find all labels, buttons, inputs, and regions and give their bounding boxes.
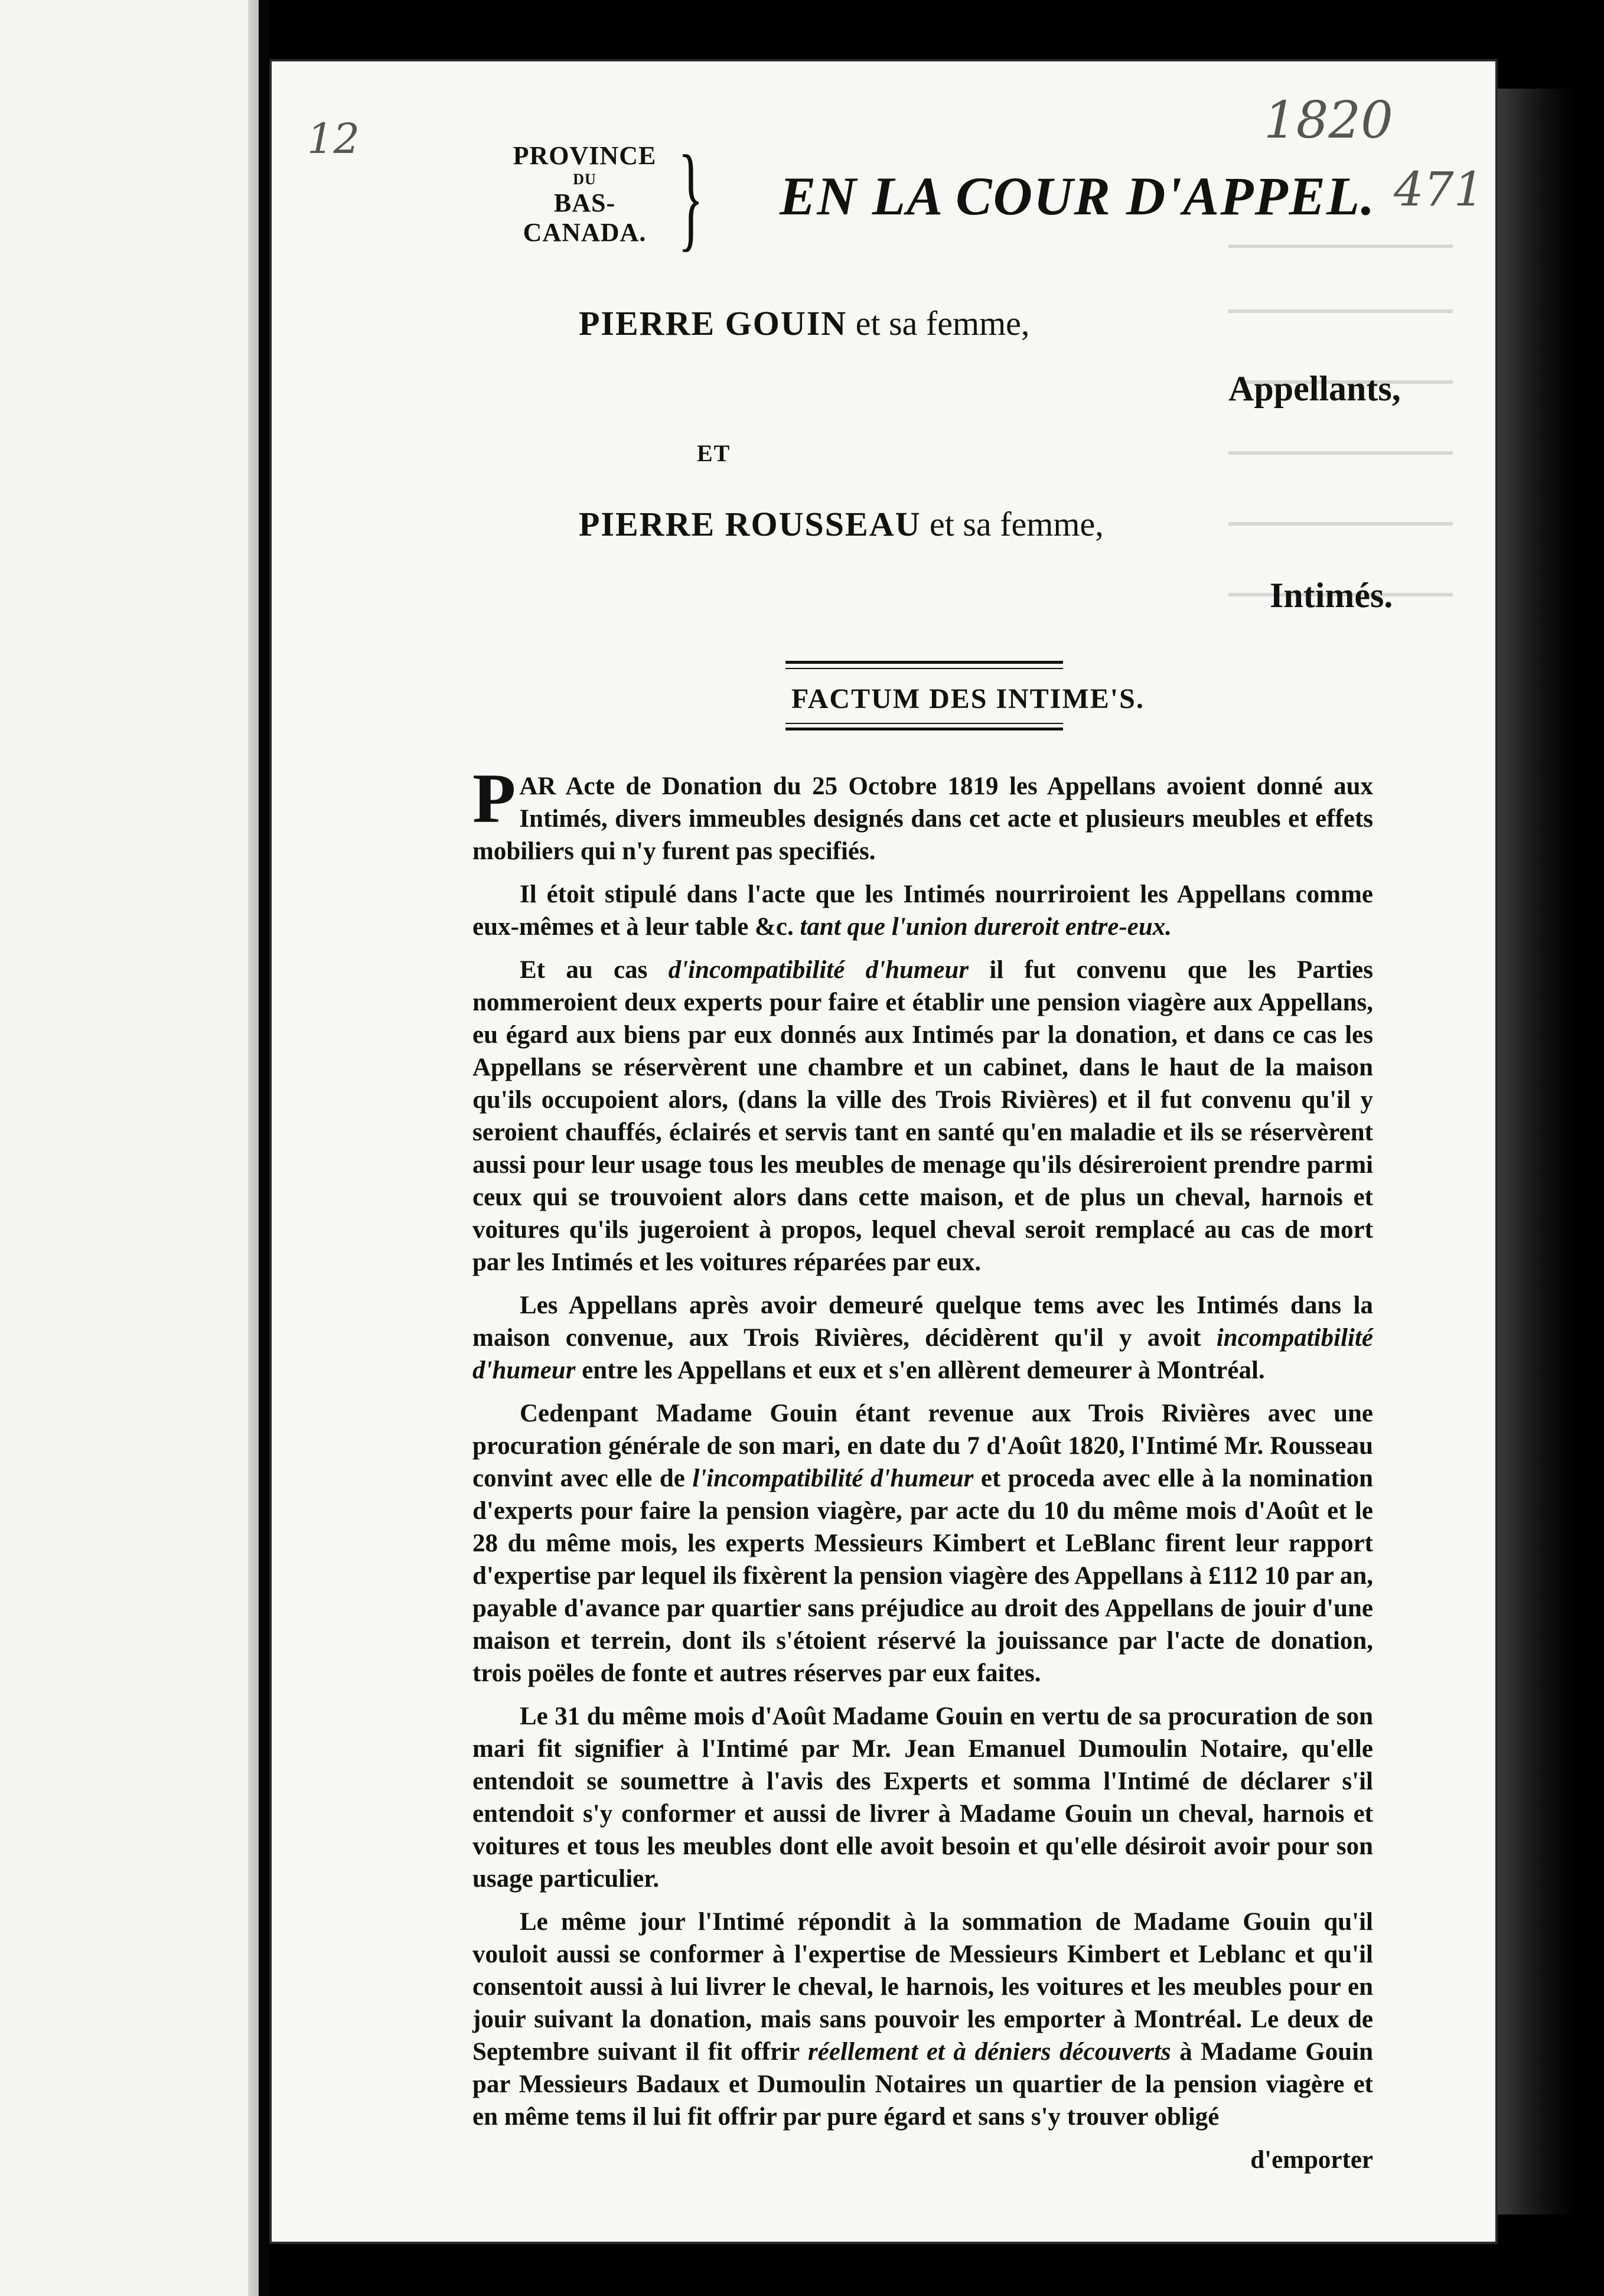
facing-page <box>0 0 259 2296</box>
province-block <box>496 141 673 247</box>
paragraph-5-text-a: Cedenpant Madame Gouin étant revenue aux Trois Rivières avec une procuration générale de son mari, en date du 7 d'Août 1820, l'Intimé Mr. Rousseau convint avec elle de <box>472 1400 1373 1492</box>
paragraph-1-text: AR Acte de Donation du 25 Octobre 1819 les Appellans avoient donné aux Intimés, divers immeubles designés dans cet acte et plusieurs meubles et effets mobiliers qui n'y furent pas specifiés. <box>472 772 1373 865</box>
province-line-3: BAS-CANADA. <box>523 188 647 247</box>
paragraph-7-text-a: Le même jour l'Intimé répondit à la sommation de Madame Gouin qu'il vouloit aussi se conformer à l'expertise de Messieurs Kimbert et Leblanc et qu'il consentoit aussi à lui livrer le cheval, le harnois, les voitures et les meubles pour en jouir suivant la donation, mais sans pouvoir les emporter à Montréal. Le deux de Septembre suivant il fit offrir <box>472 1908 1373 2066</box>
document-page <box>269 59 1498 2244</box>
paragraph-4-text-a: Les Appellans après avoir demeuré quelque tems avec les Intimés dans la maison convenue, aux Trois Rivières, décidèrent qu'il y avoit <box>472 1292 1373 1352</box>
paragraph-1 <box>472 759 1373 867</box>
respondent-name: PIERRE ROUSSEAU <box>579 505 921 543</box>
respondent-role: Intimés. <box>1270 576 1393 615</box>
paragraph-4-italic: incompatibilité d'humeur <box>472 1324 1373 1384</box>
paragraph-3-text-a: Et au cas <box>520 956 669 984</box>
paragraph-5-italic: l'incompatibilité d'humeur <box>692 1465 974 1492</box>
paragraph-2 <box>472 878 1373 943</box>
court-title: EN LA COUR D'APPEL. <box>780 166 1376 226</box>
respondent-suffix: et sa femme, <box>921 505 1104 543</box>
curly-brace-icon: } <box>678 132 704 262</box>
catchword: d'emporter <box>1250 2146 1373 2174</box>
appellant-role: Appellants, <box>1228 369 1401 408</box>
paragraph-5-text-c: et proceda avec elle à la nomination d'experts pour faire la pension viagère, par acte du 10 du même mois d'Août et le 28 du même mois, les experts Messieurs Kimbert et LeBlanc firent leur rapport d'expertise par lequel ils fixèrent la pension viagère des Appellans à £112 10 par an, payable d'avance par quartier sans préjudice au droit des Appellans de jouir d'une maison et terrein, dont ils s'étoient réservé la jouissance par l'acte de donation, trois poëles de fonte et autres réserves par eux faites. <box>472 1465 1374 1687</box>
pencil-note-folio: 471 <box>1394 162 1484 217</box>
paragraph-3 <box>472 954 1373 1279</box>
respondent-line <box>579 504 1104 544</box>
paragraph-5 <box>472 1397 1373 1690</box>
factum-body <box>472 759 1374 2176</box>
pencil-note-year: 1820 <box>1264 91 1393 150</box>
title-rule-top <box>785 661 1063 664</box>
factum-title: FACTUM DES INTIME'S. <box>791 683 1145 715</box>
paragraph-4 <box>472 1289 1373 1387</box>
title-rule-top-thin <box>785 668 1063 669</box>
appellant-line <box>579 304 1029 343</box>
paragraph-7-italic: réellement et à déniers découverts <box>808 2038 1171 2066</box>
paragraph-7-text-c: à Madame Gouin par Messieurs Badaux et Dumoulin Notaires un quartier de la pension viagère et en même tems il lui fit offrir par pure égard et sans s'y trouver obligé <box>472 2038 1373 2131</box>
conjunction: ET <box>697 440 731 467</box>
paragraph-7 <box>472 1906 1373 2133</box>
paragraph-2-italic: tant que l'union dureroit entre-eux. <box>800 913 1172 941</box>
title-rule-bottom <box>785 728 1063 730</box>
drop-cap: P <box>472 759 516 837</box>
binding-gutter <box>259 0 269 2296</box>
province-line-1: PROVINCE <box>513 141 657 170</box>
facing-page-edge <box>248 0 259 2296</box>
pencil-note-left: 12 <box>307 115 360 163</box>
province-line-2: DU <box>573 171 596 188</box>
page-stack-edge <box>1498 89 1574 2215</box>
title-rule-bottom-thin <box>785 723 1063 724</box>
paragraph-2-text: Il étoit stipulé dans l'acte que les Intimés nourriroient les Appellans comme eux-mêmes et à leur table &c. <box>472 880 1373 941</box>
paragraph-3-italic: d'incompatibilité d'humeur <box>668 956 969 984</box>
paragraph-4-text-c: entre les Appellans et eux et s'en allèrent demeurer à Montréal. <box>575 1356 1265 1384</box>
paragraph-3-text-c: il fut convenu que les Parties nommeroient deux experts pour faire et établir une pension viagère aux Appellans, eu égard aux biens par eux donnés aux Intimés par la donation, et dans ce cas les Appellans se réservèrent une chambre et un cabinet, dans le haut de la maison qu'ils occupoient alors, (dans la ville des Trois Rivières) et il fut convenu qu'il y seroient chauffés, éclairés et servis tant en santé qu'en maladie et ils se réservèrent aussi pour leur usage tous les meubles de menage qu'ils désireroient prendre parmi ceux qui se trouvoient alors dans cette maison, et de plus un cheval, harnois et voitures qu'ils jugeroient à propos, lequel cheval seroit remplacé au cas de mort par les Intimés et les voitures réparées par eux. <box>472 956 1373 1276</box>
appellant-suffix: et sa femme, <box>847 304 1030 343</box>
paragraph-6: Le 31 du même mois d'Août Madame Gouin en vertu de sa procuration de son mari fit signifier à l'Intimé par Mr. Jean Emanuel Dumoulin Notaire, qu'elle entendoit se soumettre à l'avis des Experts et somma l'Intimé de déclarer s'il entendoit s'y conformer et aussi de livrer à Madame Gouin un cheval, harnois et voitures et tous les meubles dont elle avoit besoin et qu'elle désiroit avoir pour son usage particulier. <box>472 1703 1373 1893</box>
appellant-name: PIERRE GOUIN <box>579 304 847 343</box>
